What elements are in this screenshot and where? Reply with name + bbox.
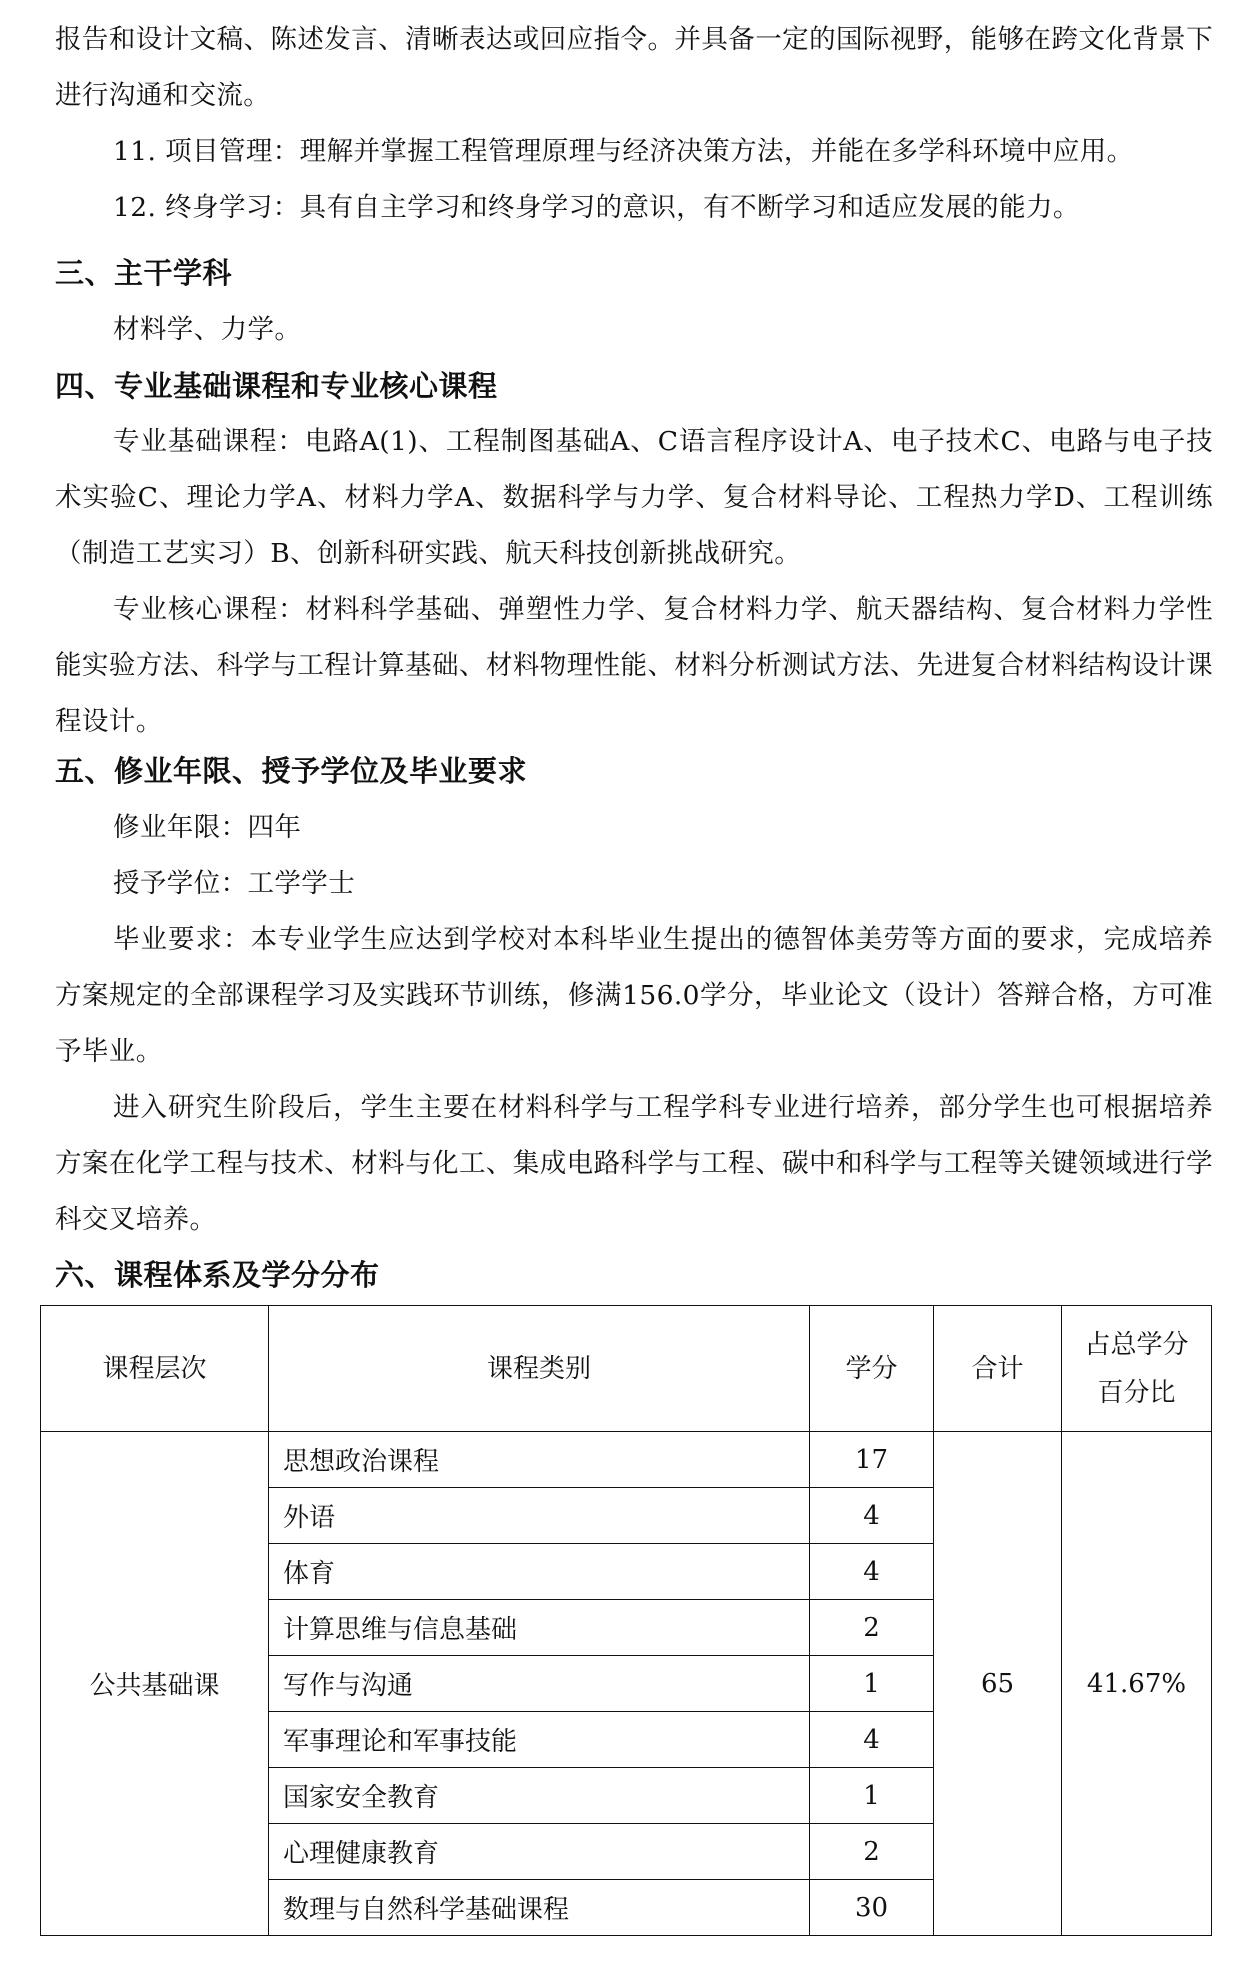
cell-credit: 1 — [810, 1656, 934, 1712]
paragraph-basic-courses: 专业基础课程：电路A(1)、工程制图基础A、C语言程序设计A、电子技术C、电路与电子技术实验C、理论力学A、材料力学A、数据科学与力学、复合材料导论、工程热力学D、工程训练（制造工艺实习）B、创新科研实践、航天科技创新挑战研究。 — [55, 426, 1213, 569]
paragraph-lifelong-learning: 12. 终身学习：具有自主学习和终身学习的意识，有不断学习和适应发展的能力。 — [113, 192, 1080, 223]
cell-category: 思想政治课程 — [269, 1432, 810, 1488]
table-header-row — [41, 1306, 1212, 1432]
header-percentage-line1: 占总学分 — [1084, 1329, 1189, 1360]
cell-credit: 17 — [810, 1432, 934, 1488]
cell-total: 65 — [934, 1432, 1062, 1936]
cell-category: 外语 — [269, 1488, 810, 1544]
paragraph-communication-cont: 报告和设计文稿、陈述发言、清晰表达或回应指令。并具备一定的国际视野，能够在跨文化背景下进行沟通和交流。 — [55, 24, 1213, 111]
header-course-level: 课程层次 — [41, 1306, 269, 1432]
section-heading-graduation: 五、修业年限、授予学位及毕业要求 — [55, 754, 528, 788]
cell-category: 国家安全教育 — [269, 1768, 810, 1824]
cell-category: 写作与沟通 — [269, 1656, 810, 1712]
header-percentage-line2: 百分比 — [1097, 1377, 1176, 1408]
header-total: 合计 — [934, 1306, 1062, 1432]
paragraph-core-courses: 专业核心课程：材料科学基础、弹塑性力学、复合材料力学、航天器结构、复合材料力学性能实验方法、科学与工程计算基础、材料物理性能、材料分析测试方法、先进复合材料结构设计课程设计。 — [55, 594, 1213, 737]
cell-category: 计算思维与信息基础 — [269, 1600, 810, 1656]
paragraph-study-years: 修业年限：四年 — [113, 812, 302, 843]
paragraph-major-disciplines: 材料学、力学。 — [113, 314, 302, 345]
table-row — [41, 1432, 1212, 1488]
cell-category: 军事理论和军事技能 — [269, 1712, 810, 1768]
header-course-category: 课程类别 — [269, 1306, 810, 1432]
cell-credit: 30 — [810, 1880, 934, 1936]
cell-credit: 2 — [810, 1600, 934, 1656]
paragraph-project-management: 11. 项目管理：理解并掌握工程管理原理与经济决策方法，并能在多学科环境中应用。 — [113, 136, 1134, 167]
cell-credit: 4 — [810, 1488, 934, 1544]
credit-distribution-table — [40, 1305, 1212, 1936]
cell-percentage: 41.67% — [1062, 1432, 1212, 1936]
cell-course-level: 公共基础课 — [41, 1432, 269, 1936]
header-credit: 学分 — [810, 1306, 934, 1432]
cell-category: 数理与自然科学基础课程 — [269, 1880, 810, 1936]
paragraph-degree: 授予学位：工学学士 — [113, 868, 356, 899]
cell-credit: 4 — [810, 1544, 934, 1600]
cell-credit: 2 — [810, 1824, 934, 1880]
cell-credit: 4 — [810, 1712, 934, 1768]
section-heading-major-disciplines: 三、主干学科 — [55, 256, 233, 290]
cell-category: 体育 — [269, 1544, 810, 1600]
section-heading-courses: 四、专业基础课程和专业核心课程 — [55, 369, 498, 403]
cell-credit: 1 — [810, 1768, 934, 1824]
header-percentage — [1062, 1306, 1212, 1432]
cell-category: 心理健康教育 — [269, 1824, 810, 1880]
paragraph-graduate-stage: 进入研究生阶段后，学生主要在材料科学与工程学科专业进行培养，部分学生也可根据培养方案在化学工程与技术、材料与化工、集成电路科学与工程、碳中和科学与工程等关键领域进行学科交叉培养。 — [55, 1092, 1213, 1235]
section-heading-curriculum: 六、课程体系及学分分布 — [55, 1258, 380, 1292]
paragraph-graduation-requirement: 毕业要求：本专业学生应达到学校对本科毕业生提出的德智体美劳等方面的要求，完成培养方案规定的全部课程学习及实践环节训练，修满156.0学分，毕业论文（设计）答辩合格，方可准予毕业。 — [55, 924, 1213, 1067]
